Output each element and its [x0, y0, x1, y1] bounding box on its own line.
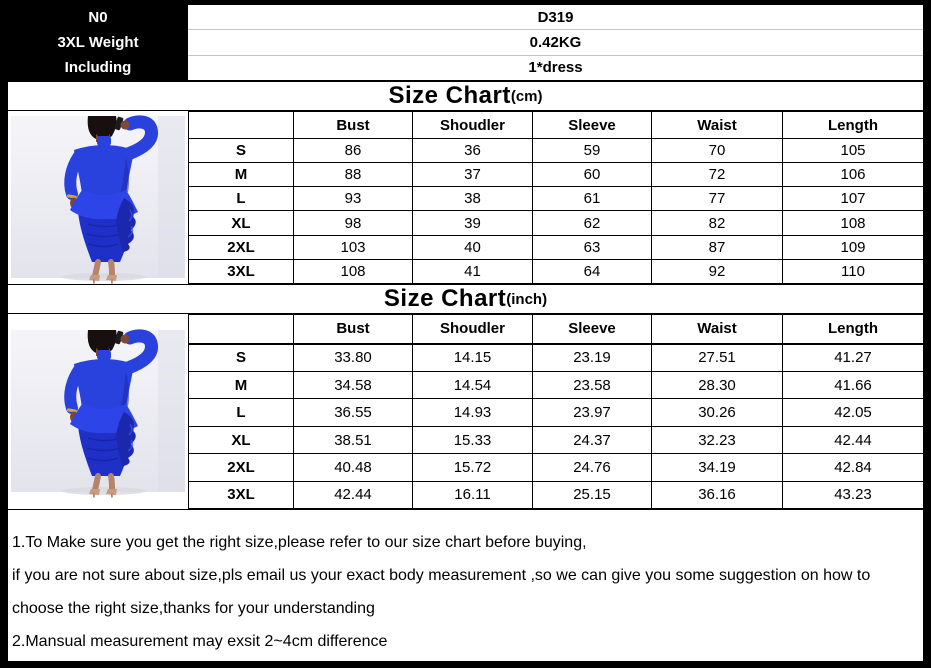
size-label: M — [189, 372, 294, 399]
info-value-weight: 0.42KG — [188, 30, 923, 55]
cell-waist: 72 — [652, 163, 783, 187]
cell-length: 43.23 — [783, 481, 924, 508]
product-photo-top — [8, 111, 188, 284]
cell-sleeve: 24.37 — [533, 426, 652, 453]
size-label: S — [189, 139, 294, 163]
cell-sleeve: 25.15 — [533, 481, 652, 508]
title-text: Size Chart — [388, 82, 511, 109]
cell-sleeve: 60 — [533, 163, 652, 187]
title-unit: (inch) — [506, 290, 548, 308]
size-label: L — [189, 399, 294, 426]
size-label: XL — [189, 211, 294, 235]
cell-waist: 82 — [652, 211, 783, 235]
note-line: choose the right size,thanks for your understanding — [12, 600, 375, 617]
table-row — [189, 139, 924, 163]
cell-waist: 34.19 — [652, 454, 783, 481]
size-label: 3XL — [189, 259, 294, 283]
cell-waist: 70 — [652, 139, 783, 163]
cell-length: 105 — [783, 139, 924, 163]
cell-sleeve: 61 — [533, 187, 652, 211]
size-label: L — [189, 187, 294, 211]
product-info-values — [188, 5, 923, 80]
size-chart-inch-table — [188, 314, 923, 509]
cell-sleeve: 23.19 — [533, 344, 652, 372]
table-row — [189, 259, 924, 283]
size-chart-cm-section — [8, 111, 923, 284]
size-chart-inch-title — [8, 284, 923, 314]
cell-shoulder: 38 — [413, 187, 533, 211]
cell-shoulder: 16.11 — [413, 481, 533, 508]
table-row — [189, 344, 924, 372]
table-row — [189, 399, 924, 426]
cell-length: 110 — [783, 259, 924, 283]
cell-waist: 28.30 — [652, 372, 783, 399]
cell-sleeve: 63 — [533, 235, 652, 259]
cell-bust: 34.58 — [294, 372, 413, 399]
column-header-bust: Bust — [294, 112, 413, 139]
cell-waist: 87 — [652, 235, 783, 259]
cell-bust: 33.80 — [294, 344, 413, 372]
cell-shoulder: 37 — [413, 163, 533, 187]
cell-length: 42.84 — [783, 454, 924, 481]
column-header-length: Length — [783, 112, 924, 139]
cell-bust: 98 — [294, 211, 413, 235]
cell-bust: 103 — [294, 235, 413, 259]
column-header-shoulder: Shoudler — [413, 315, 533, 344]
size-chart-cm-table — [188, 111, 923, 284]
cell-bust: 36.55 — [294, 399, 413, 426]
info-label-no: N0 — [88, 9, 108, 26]
table-header-row — [189, 315, 924, 344]
cell-length: 108 — [783, 211, 924, 235]
info-value-style-number: D319 — [188, 5, 923, 30]
blue-dress-photo-illustration — [8, 326, 188, 498]
size-chart-inch-section — [8, 314, 923, 510]
cell-length: 41.27 — [783, 344, 924, 372]
size-chart-inch-table-wrap — [188, 314, 923, 509]
cell-shoulder: 41 — [413, 259, 533, 283]
table-row — [189, 211, 924, 235]
product-info-labels — [8, 5, 188, 80]
size-label: 3XL — [189, 481, 294, 508]
column-header-bust: Bust — [294, 315, 413, 344]
size-chart-cm-title — [8, 80, 923, 111]
sizing-notes — [8, 510, 923, 661]
column-header-shoulder: Shoudler — [413, 112, 533, 139]
cell-shoulder: 14.15 — [413, 344, 533, 372]
info-label-weight: 3XL Weight — [57, 34, 139, 51]
cell-shoulder: 36 — [413, 139, 533, 163]
blue-dress-photo-illustration — [8, 112, 188, 284]
cell-length: 42.05 — [783, 399, 924, 426]
size-label: S — [189, 344, 294, 372]
cell-length: 109 — [783, 235, 924, 259]
cell-sleeve: 64 — [533, 259, 652, 283]
cell-bust: 42.44 — [294, 481, 413, 508]
cell-shoulder: 40 — [413, 235, 533, 259]
cell-waist: 36.16 — [652, 481, 783, 508]
cell-bust: 40.48 — [294, 454, 413, 481]
cell-bust: 88 — [294, 163, 413, 187]
cell-sleeve: 23.58 — [533, 372, 652, 399]
table-row — [189, 481, 924, 508]
column-header-sleeve: Sleeve — [533, 315, 652, 344]
table-row — [189, 235, 924, 259]
cell-length: 107 — [783, 187, 924, 211]
note-line: 1.To Make sure you get the right size,please refer to our size chart before buying, — [12, 534, 587, 551]
cell-shoulder: 15.72 — [413, 454, 533, 481]
cell-sleeve: 23.97 — [533, 399, 652, 426]
cell-shoulder: 14.93 — [413, 399, 533, 426]
cell-shoulder: 39 — [413, 211, 533, 235]
size-label: M — [189, 163, 294, 187]
cell-shoulder: 14.54 — [413, 372, 533, 399]
column-header-sleeve: Sleeve — [533, 112, 652, 139]
cell-sleeve: 24.76 — [533, 454, 652, 481]
size-column-header — [189, 112, 294, 139]
cell-shoulder: 15.33 — [413, 426, 533, 453]
cell-sleeve: 59 — [533, 139, 652, 163]
cell-bust: 93 — [294, 187, 413, 211]
column-header-length: Length — [783, 315, 924, 344]
column-header-waist: Waist — [652, 112, 783, 139]
table-row — [189, 187, 924, 211]
cell-waist: 77 — [652, 187, 783, 211]
table-row — [189, 426, 924, 453]
cell-sleeve: 62 — [533, 211, 652, 235]
cell-length: 106 — [783, 163, 924, 187]
cell-waist: 27.51 — [652, 344, 783, 372]
cell-waist: 92 — [652, 259, 783, 283]
size-column-header — [189, 315, 294, 344]
column-header-waist: Waist — [652, 315, 783, 344]
title-unit: (cm) — [510, 87, 543, 105]
title-text: Size Chart — [383, 285, 507, 312]
cell-length: 42.44 — [783, 426, 924, 453]
table-header-row — [189, 112, 924, 139]
cell-waist: 32.23 — [652, 426, 783, 453]
cell-length: 41.66 — [783, 372, 924, 399]
note-line: if you are not sure about size,pls email us your exact body measurement ,so we can give you some suggestion on how to — [12, 567, 871, 584]
cell-bust: 108 — [294, 259, 413, 283]
info-value-contents: 1*dress — [528, 59, 583, 77]
size-chart-cm-table-wrap — [188, 111, 923, 284]
info-label-including: Including — [64, 59, 132, 76]
product-photo-bottom — [8, 314, 188, 509]
table-row — [189, 372, 924, 399]
cell-bust: 38.51 — [294, 426, 413, 453]
size-label: XL — [189, 426, 294, 453]
product-info-bar — [8, 5, 923, 80]
cell-waist: 30.26 — [652, 399, 783, 426]
size-label: 2XL — [189, 235, 294, 259]
table-row — [189, 454, 924, 481]
note-line: 2.Mansual measurement may exsit 2~4cm difference — [12, 633, 388, 650]
page-content — [8, 5, 923, 661]
table-row — [189, 163, 924, 187]
cell-bust: 86 — [294, 139, 413, 163]
size-label: 2XL — [189, 454, 294, 481]
